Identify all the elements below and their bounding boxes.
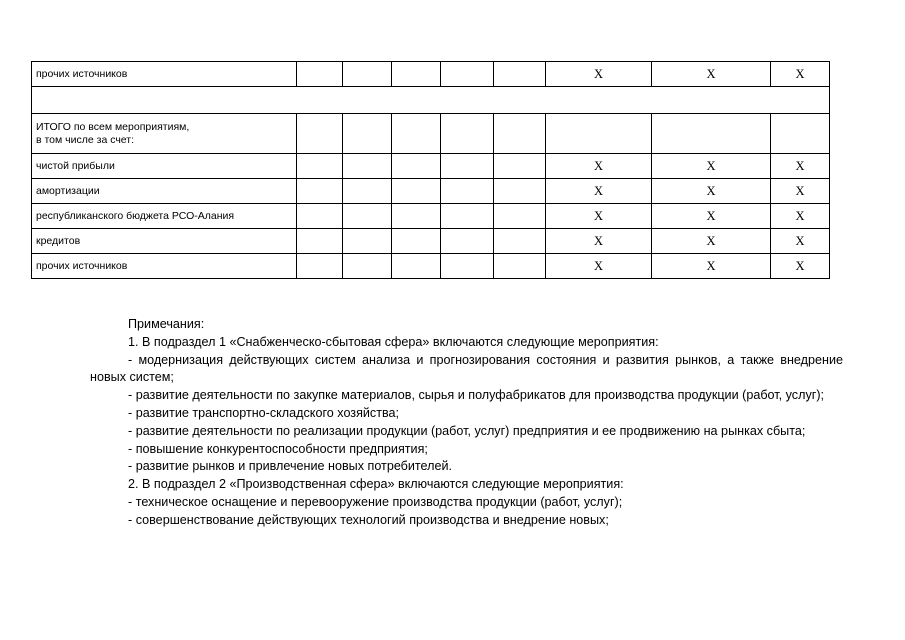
- x-mark: Х: [652, 154, 771, 179]
- x-mark: Х: [771, 254, 830, 279]
- note-line: - развитие транспортно-складского хозяйства;: [128, 405, 400, 420]
- total-label-line2: в том числе за счет:: [36, 133, 135, 146]
- note-line: - повышение конкурентоспособности предприятия;: [128, 441, 428, 456]
- notes-section: [90, 316, 843, 530]
- note-line: - техническое оснащение и перевооружение производства продукции (работ, услуг);: [128, 494, 623, 509]
- row-label: прочих источников: [32, 254, 297, 279]
- row-label: амортизации: [32, 179, 297, 204]
- notes-heading: Примечания:: [128, 317, 205, 331]
- note-line: 1. В подраздел 1 «Снабженческо-сбытовая сфера» включаются следующие мероприятия:: [128, 334, 659, 349]
- row-label: прочих источников: [32, 62, 297, 87]
- row-label: республиканского бюджета РСО-Алания: [32, 204, 297, 229]
- x-mark: Х: [546, 229, 652, 254]
- x-mark: Х: [771, 62, 830, 87]
- table-row: [32, 154, 830, 179]
- x-mark: Х: [546, 254, 652, 279]
- x-mark: Х: [652, 179, 771, 204]
- x-mark: Х: [771, 154, 830, 179]
- x-mark: Х: [771, 229, 830, 254]
- x-mark: Х: [546, 204, 652, 229]
- x-mark: Х: [652, 204, 771, 229]
- x-mark: Х: [771, 204, 830, 229]
- note-line: - развитие деятельности по реализации продукции (работ, услуг) предприятия и ее продвижению на рынках сбыта;: [128, 423, 806, 438]
- x-mark: Х: [546, 62, 652, 87]
- table-row-empty: [32, 87, 830, 114]
- note-line: - развитие рынков и привлечение новых потребителей.: [128, 459, 453, 474]
- x-mark: Х: [652, 62, 771, 87]
- table-row: [32, 229, 830, 254]
- x-mark: Х: [771, 179, 830, 204]
- x-mark: Х: [652, 254, 771, 279]
- row-label: чистой прибыли: [32, 154, 297, 179]
- table-row: [32, 254, 830, 279]
- note-line: - совершенствование действующих технологий производства и внедрение новых;: [128, 512, 609, 527]
- table-row: [32, 62, 830, 87]
- funding-sources-table: [31, 61, 830, 279]
- note-line: - развитие деятельности по закупке материалов, сырья и полуфабрикатов для производства продукции (работ, услуг);: [128, 388, 825, 403]
- x-mark: Х: [652, 229, 771, 254]
- total-label: [32, 114, 297, 154]
- x-mark: Х: [546, 154, 652, 179]
- table-row: [32, 204, 830, 229]
- table-row: [32, 179, 830, 204]
- x-mark: Х: [546, 179, 652, 204]
- row-label: кредитов: [32, 229, 297, 254]
- note-line: 2. В подраздел 2 «Производственная сфера» включаются следующие мероприятия:: [128, 477, 624, 492]
- note-line: - модернизация действующих систем анализа и прогнозирования состояния и развития рынков, а также внедрение новых систем;: [90, 352, 843, 385]
- table-row-total: [32, 114, 830, 154]
- total-label-line1: ИТОГО по всем мероприятиям,: [36, 120, 190, 133]
